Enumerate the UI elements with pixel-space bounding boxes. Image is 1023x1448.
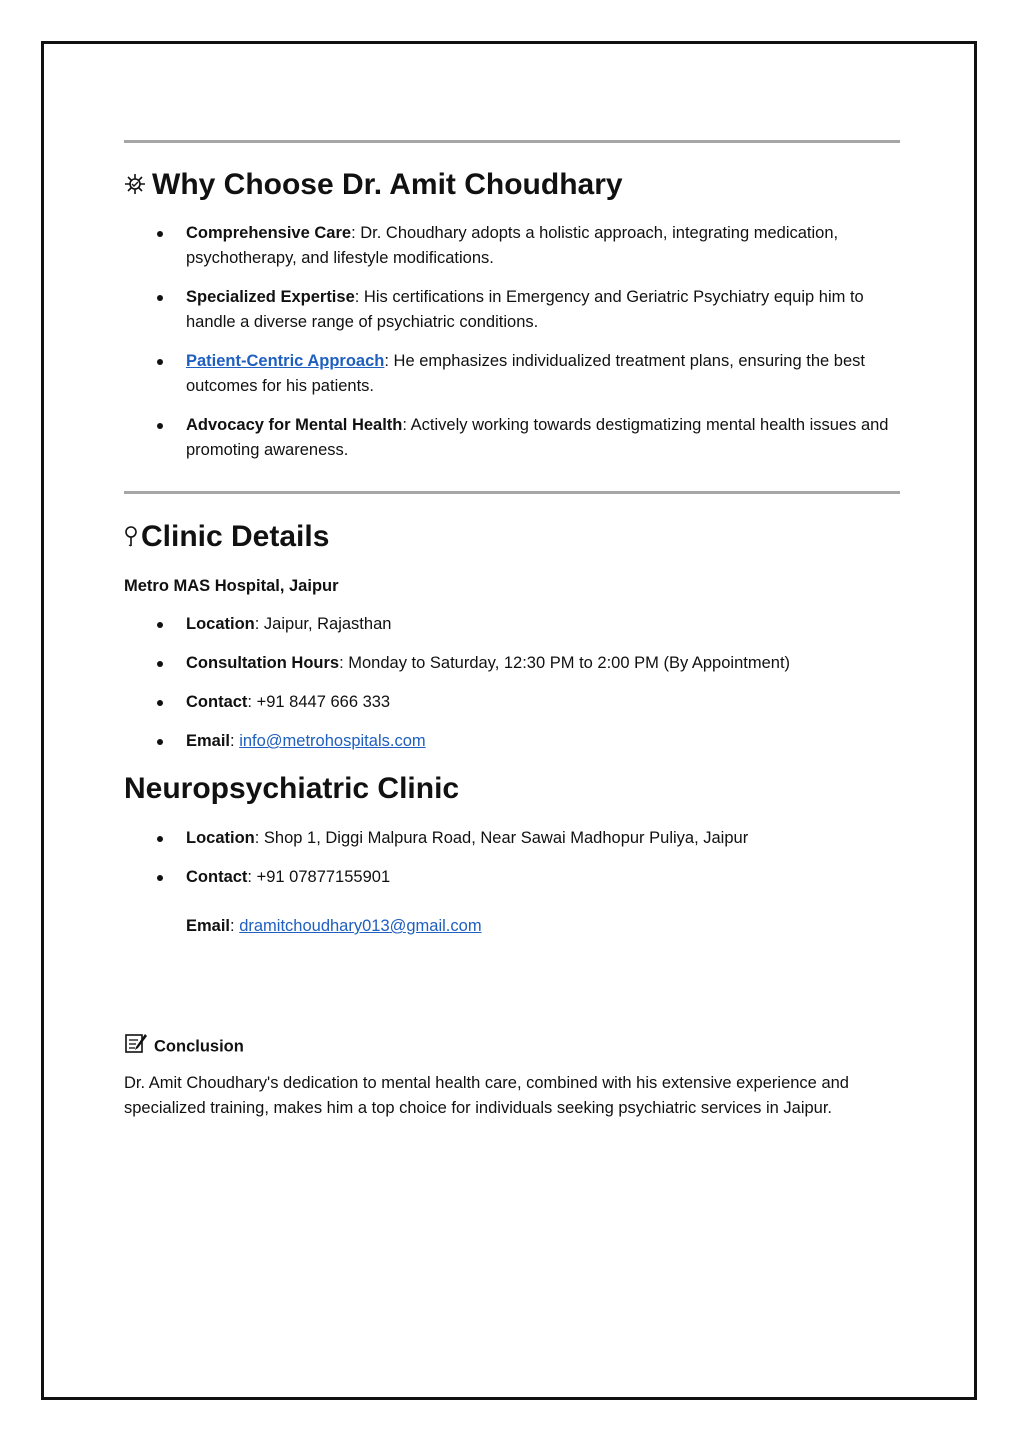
conclusion-title: Conclusion xyxy=(154,1037,244,1056)
item-term: Specialized Expertise xyxy=(186,288,355,306)
why-choose-list xyxy=(124,221,900,463)
item-term: Advocacy for Mental Health xyxy=(186,416,403,434)
item-text: Jaipur, Rajasthan xyxy=(259,615,392,633)
item-text: Shop 1, Diggi Malpura Road, Near Sawai Madhopur Puliya, Jaipur xyxy=(259,829,749,847)
list-item xyxy=(124,651,900,676)
item-separator: : xyxy=(230,732,240,750)
item-text: +91 07877155901 xyxy=(252,868,391,886)
item-separator: : xyxy=(354,288,360,306)
item-term: Comprehensive Care xyxy=(186,224,352,242)
item-separator: : xyxy=(402,416,407,434)
list-item xyxy=(124,865,900,890)
item-term: Location xyxy=(186,615,255,633)
item-separator: : xyxy=(339,654,344,672)
list-item xyxy=(124,612,900,637)
item-separator: : xyxy=(247,868,253,886)
horizontal-rule xyxy=(124,140,900,143)
conclusion-text: Dr. Amit Choudhary's dedication to mental health care, combined with his extensive experience and specialized training, makes him a top choice for individuals seeking psychiatric services in Jaipur. xyxy=(124,1074,849,1117)
why-choose-title: Why Choose Dr. Amit Choudhary xyxy=(152,168,623,201)
item-term: Contact xyxy=(186,868,248,886)
clinic-details-heading xyxy=(124,519,329,556)
neuro-email-line xyxy=(186,914,962,939)
hospital-email-link[interactable]: info@metrohospitals.com xyxy=(239,732,426,750)
item-separator: : xyxy=(351,224,356,242)
hospital-details-list xyxy=(124,612,900,754)
why-choose-heading xyxy=(124,167,623,204)
neuro-email-link[interactable]: dramitchoudhary013@gmail.com xyxy=(239,917,482,935)
conclusion-heading xyxy=(124,1032,900,1062)
clinic-details-title: Clinic Details xyxy=(141,520,330,553)
item-separator: : xyxy=(254,829,260,847)
item-text: +91 8447 666 333 xyxy=(252,693,391,711)
memo-icon xyxy=(124,1032,148,1062)
horizontal-rule xyxy=(124,491,900,494)
list-item xyxy=(124,690,900,715)
item-text: Dr. Choudhary adopts a holistic approach, integrating medication, psychotherapy, and lifestyle modifications. xyxy=(186,224,839,267)
item-separator: : xyxy=(254,615,260,633)
item-text: Monday to Saturday, 12:30 PM to 2:00 PM (By Appointment) xyxy=(343,654,791,672)
list-item xyxy=(124,349,900,399)
neuro-clinic-list xyxy=(124,826,900,890)
neuro-clinic-heading: Neuropsychiatric Clinic xyxy=(124,772,460,805)
hospital-name: Metro MAS Hospital, Jaipur xyxy=(124,577,339,595)
email-term: Email xyxy=(186,917,231,935)
patient-centric-link[interactable]: Patient-Centric Approach xyxy=(186,352,385,370)
list-item xyxy=(124,285,900,335)
sparkle-badge-icon xyxy=(124,168,146,204)
list-item xyxy=(124,729,900,754)
item-text: His certifications in Emergency and Geriatric Psychiatry equip him to handle a diverse range of psychiatric conditions. xyxy=(186,288,864,331)
item-text: Actively working towards destigmatizing mental health issues and promoting awareness. xyxy=(186,416,889,459)
location-pin-icon xyxy=(124,520,138,556)
item-separator: : xyxy=(247,693,253,711)
item-term: Location xyxy=(186,829,255,847)
item-text: He emphasizes individualized treatment plans, ensuring the best outcomes for his patients. xyxy=(186,352,865,395)
item-term: Consultation Hours xyxy=(186,654,340,672)
list-item xyxy=(124,221,900,271)
item-term: Email xyxy=(186,732,231,750)
item-term: Contact xyxy=(186,693,248,711)
email-separator: : xyxy=(230,917,240,935)
item-separator: : xyxy=(384,352,389,370)
list-item xyxy=(124,413,900,463)
list-item xyxy=(124,826,900,851)
